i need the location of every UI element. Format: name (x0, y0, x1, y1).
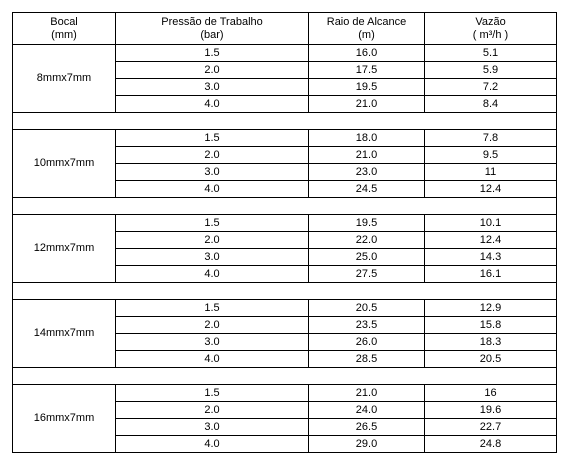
flow-cell: 7.8 (425, 130, 557, 147)
table-row (13, 45, 557, 62)
flow-cell: 5.1 (425, 45, 557, 62)
pressure-cell: 1.5 (116, 300, 309, 317)
pressure-cell: 3.0 (116, 164, 309, 181)
flow-cell: 20.5 (425, 351, 557, 368)
table-row (13, 300, 557, 317)
radius-cell: 17.5 (309, 62, 425, 79)
header-nozzle-unit: (mm) (51, 28, 77, 41)
header-pressure-unit: (bar) (200, 28, 224, 41)
flow-cell: 5.9 (425, 62, 557, 79)
group-separator-cell (13, 113, 557, 130)
header-radius-unit: (m) (358, 28, 375, 41)
nozzle-spec-table (12, 12, 557, 453)
radius-cell: 28.5 (309, 351, 425, 368)
flow-cell: 19.6 (425, 402, 557, 419)
group-separator-row (13, 198, 557, 215)
header-radius-title: Raio de Alcance (326, 15, 407, 28)
radius-cell: 21.0 (309, 96, 425, 113)
pressure-cell: 2.0 (116, 62, 309, 79)
radius-cell: 21.0 (309, 147, 425, 164)
radius-cell: 18.0 (309, 130, 425, 147)
flow-cell: 8.4 (425, 96, 557, 113)
pressure-cell: 4.0 (116, 436, 309, 453)
pressure-cell: 2.0 (116, 317, 309, 334)
table-body (13, 45, 557, 453)
nozzle-cell: 14mmx7mm (13, 300, 116, 368)
flow-cell: 7.2 (425, 79, 557, 96)
header-pressure-title: Pressão de Trabalho (161, 15, 263, 28)
group-separator-row (13, 113, 557, 130)
header-row (13, 13, 557, 45)
radius-cell: 16.0 (309, 45, 425, 62)
header-radius (309, 13, 425, 45)
header-flow-unit: ( m³/h ) (472, 28, 509, 41)
radius-cell: 26.5 (309, 419, 425, 436)
flow-cell: 11 (425, 164, 557, 181)
nozzle-cell: 8mmx7mm (13, 45, 116, 113)
nozzle-cell: 16mmx7mm (13, 385, 116, 453)
radius-cell: 21.0 (309, 385, 425, 402)
radius-cell: 23.5 (309, 317, 425, 334)
radius-cell: 23.0 (309, 164, 425, 181)
flow-cell: 16.1 (425, 266, 557, 283)
group-separator-cell (13, 283, 557, 300)
pressure-cell: 2.0 (116, 232, 309, 249)
pressure-cell: 1.5 (116, 130, 309, 147)
pressure-cell: 3.0 (116, 249, 309, 266)
group-separator-cell (13, 198, 557, 215)
radius-cell: 24.0 (309, 402, 425, 419)
radius-cell: 26.0 (309, 334, 425, 351)
flow-cell: 22.7 (425, 419, 557, 436)
pressure-cell: 1.5 (116, 45, 309, 62)
pressure-cell: 1.5 (116, 215, 309, 232)
radius-cell: 24.5 (309, 181, 425, 198)
pressure-cell: 3.0 (116, 419, 309, 436)
table-row (13, 385, 557, 402)
pressure-cell: 3.0 (116, 334, 309, 351)
nozzle-cell: 12mmx7mm (13, 215, 116, 283)
pressure-cell: 4.0 (116, 96, 309, 113)
flow-cell: 14.3 (425, 249, 557, 266)
pressure-cell: 1.5 (116, 385, 309, 402)
radius-cell: 19.5 (309, 215, 425, 232)
radius-cell: 25.0 (309, 249, 425, 266)
flow-cell: 12.4 (425, 232, 557, 249)
radius-cell: 27.5 (309, 266, 425, 283)
table-header (13, 13, 557, 45)
header-nozzle (13, 13, 116, 45)
pressure-cell: 3.0 (116, 79, 309, 96)
radius-cell: 29.0 (309, 436, 425, 453)
header-pressure (116, 13, 309, 45)
table-row (13, 215, 557, 232)
flow-cell: 12.4 (425, 181, 557, 198)
flow-cell: 18.3 (425, 334, 557, 351)
radius-cell: 19.5 (309, 79, 425, 96)
group-separator-cell (13, 368, 557, 385)
pressure-cell: 2.0 (116, 147, 309, 164)
pressure-cell: 4.0 (116, 181, 309, 198)
pressure-cell: 4.0 (116, 266, 309, 283)
flow-cell: 12.9 (425, 300, 557, 317)
header-nozzle-title: Bocal (50, 15, 78, 28)
flow-cell: 24.8 (425, 436, 557, 453)
flow-cell: 10.1 (425, 215, 557, 232)
header-flow-title: Vazão (475, 15, 506, 28)
nozzle-cell: 10mmx7mm (13, 130, 116, 198)
radius-cell: 22.0 (309, 232, 425, 249)
flow-cell: 9.5 (425, 147, 557, 164)
flow-cell: 15.8 (425, 317, 557, 334)
table-row (13, 130, 557, 147)
group-separator-row (13, 368, 557, 385)
flow-cell: 16 (425, 385, 557, 402)
radius-cell: 20.5 (309, 300, 425, 317)
header-flow (425, 13, 557, 45)
pressure-cell: 4.0 (116, 351, 309, 368)
pressure-cell: 2.0 (116, 402, 309, 419)
group-separator-row (13, 283, 557, 300)
